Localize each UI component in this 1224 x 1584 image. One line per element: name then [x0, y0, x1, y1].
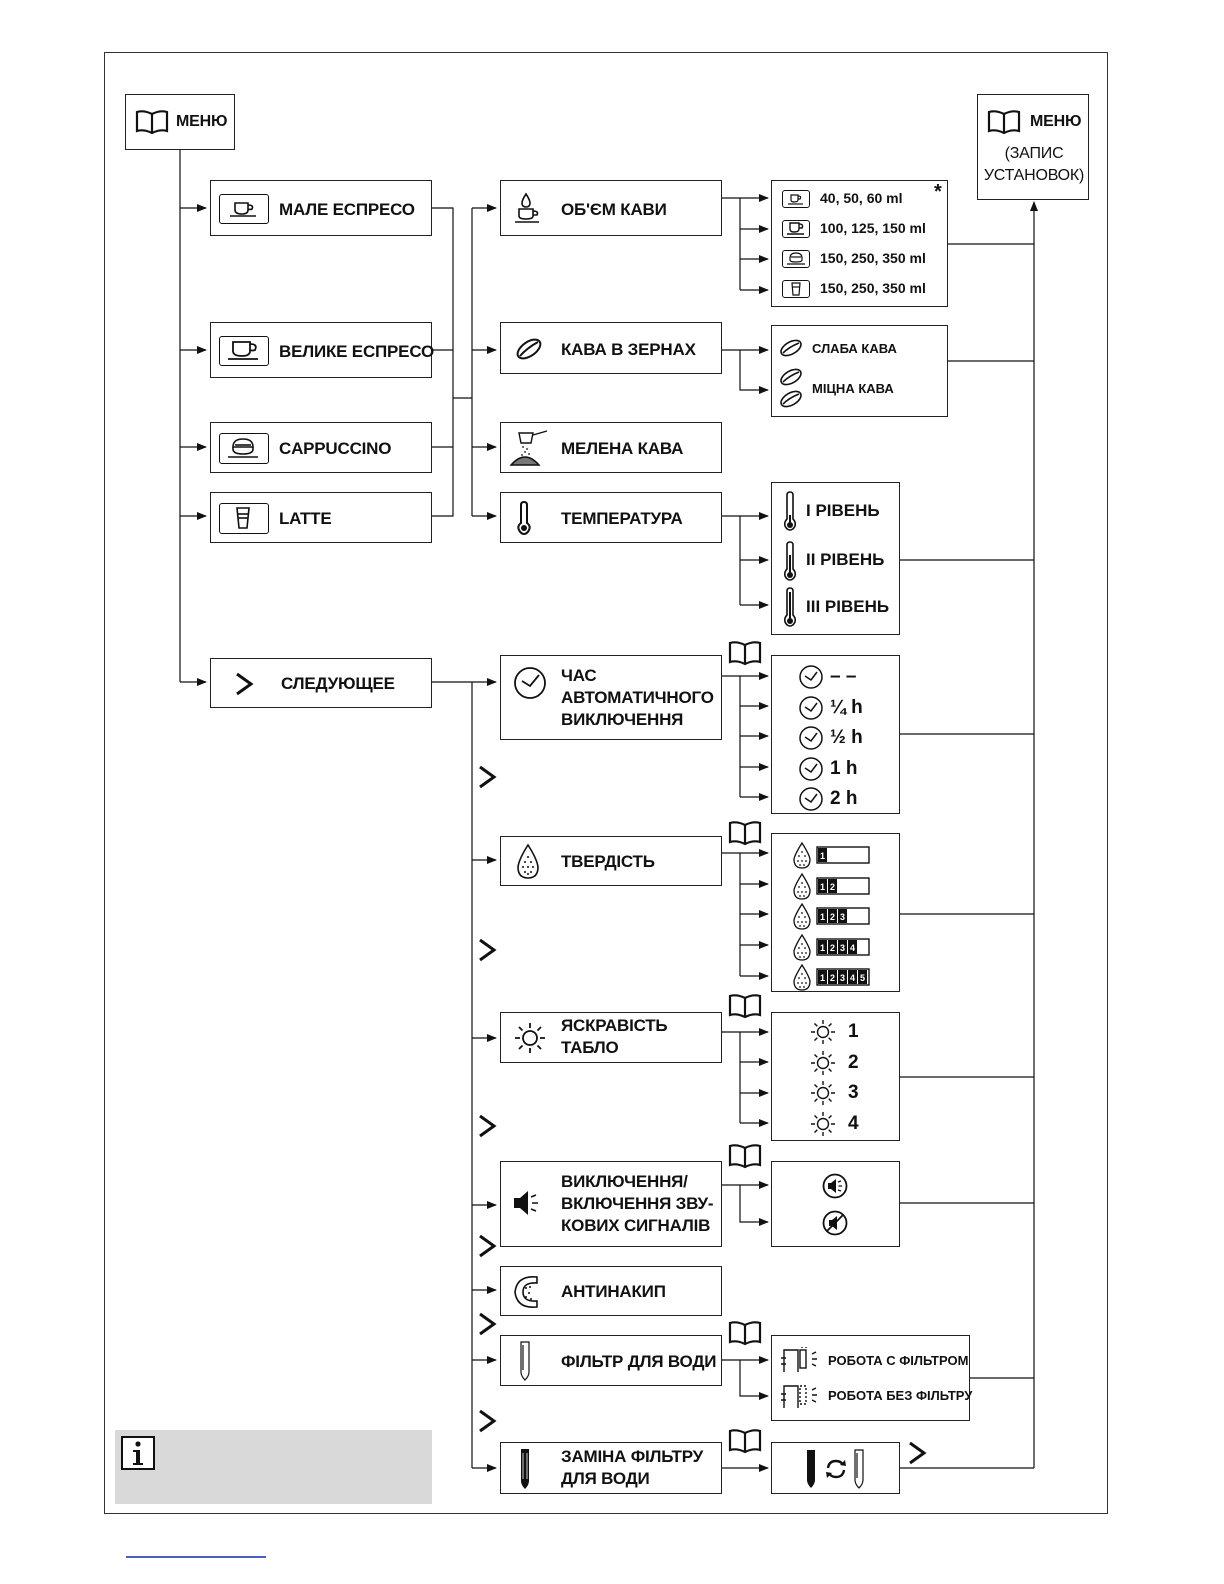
svg-text:4: 4	[849, 973, 856, 983]
bean-option-mild[interactable]: СЛАБА КАВА	[812, 341, 897, 356]
water-drop-dotted-icon	[792, 934, 812, 962]
drink-latte-label: LATTE	[279, 509, 332, 528]
auto-off-line-3: ВИКЛЮЧЕННЯ	[561, 710, 684, 729]
svg-text:1: 1	[819, 912, 826, 922]
latte-glass-icon	[782, 280, 810, 298]
latte-glass-icon	[219, 503, 269, 534]
drink-small-espresso-label: МАЛЕ ЕСПРЕСО	[279, 200, 415, 219]
setting-temperature[interactable]	[500, 492, 722, 543]
water-filter-icon	[517, 1340, 533, 1382]
book-icon	[986, 109, 1022, 135]
menu-start-label: МЕНЮ	[176, 113, 228, 130]
svg-text:2: 2	[829, 912, 836, 922]
setting-coffee-volume-label: ОБ'ЄМ КАВИ	[561, 200, 667, 219]
svg-text:5: 5	[859, 973, 866, 983]
setting-water-filter-label: ФІЛЬТР ДЛЯ ВОДИ	[561, 1352, 717, 1371]
small-cup-icon	[782, 190, 810, 208]
water-drop-dotted-icon	[792, 964, 812, 992]
book-icon	[727, 820, 763, 846]
auto-off-option-2[interactable]: ¼ h	[830, 696, 863, 718]
book-icon	[727, 640, 763, 666]
sound-on-icon[interactable]	[822, 1173, 848, 1199]
setting-filter-change[interactable]	[500, 1442, 722, 1494]
drink-large-espresso-label: ВЕЛИКЕ ЕСПРЕСО	[279, 342, 434, 361]
filter-change-line-1: ЗАМІНА ФІЛЬТРУ	[561, 1447, 704, 1466]
auto-off-options-box	[771, 655, 900, 814]
svg-text:2: 2	[829, 881, 836, 892]
clock-icon	[798, 725, 824, 751]
machine-without-filter-icon	[780, 1382, 826, 1410]
drink-small-espresso[interactable]	[210, 180, 432, 236]
auto-off-option-4[interactable]: 1 h	[830, 757, 858, 779]
small-cup-icon	[219, 194, 269, 224]
drink-cappuccino-label: CAPPUCCINO	[279, 439, 392, 458]
chevron-right-icon	[476, 1311, 498, 1337]
large-cup-icon	[219, 336, 269, 366]
coffee-bean-icon	[778, 338, 804, 358]
clock-icon	[798, 664, 824, 690]
svg-text:1: 1	[819, 881, 826, 892]
speaker-icon	[511, 1188, 541, 1218]
bean-options-box	[771, 325, 948, 417]
setting-water-hardness-label: ТВЕРДІСТЬ	[561, 852, 655, 871]
menu-start-box[interactable]	[125, 94, 235, 150]
svg-text:1: 1	[819, 973, 826, 983]
drink-cappuccino[interactable]	[210, 422, 432, 473]
volume-option-2[interactable]: 100, 125, 150 ml	[820, 220, 926, 236]
water-drop-dotted-icon	[792, 903, 812, 931]
water-drop-dotted-icon	[792, 873, 812, 901]
volume-options-box	[771, 180, 948, 307]
auto-off-option-5[interactable]: 2 h	[830, 788, 858, 809]
large-cup-icon	[782, 220, 810, 238]
temperature-option-1[interactable]: I РІВЕНЬ	[806, 501, 880, 520]
brightness-options-box	[771, 1012, 900, 1141]
svg-text:3: 3	[839, 973, 846, 983]
sound-options-box	[771, 1161, 900, 1247]
setting-ground-coffee-label: МЕЛЕНА КАВА	[561, 439, 684, 458]
thermometer-low-icon	[782, 491, 798, 531]
setting-display-brightness[interactable]	[500, 1012, 722, 1063]
drink-latte[interactable]	[210, 492, 432, 543]
sound-line-3: КОВИХ СИГНАЛІВ	[561, 1216, 711, 1235]
setting-ground-coffee[interactable]	[500, 422, 722, 473]
machine-with-filter-icon	[780, 1346, 826, 1374]
thermometer-high-icon	[782, 587, 798, 627]
sun-icon	[513, 1021, 547, 1055]
hardness-level-bar[interactable]	[816, 846, 870, 864]
chevron-right-icon	[476, 764, 498, 790]
volume-option-1[interactable]: 40, 50, 60 ml	[820, 190, 903, 206]
volume-option-4[interactable]: 150, 250, 350 ml	[820, 280, 926, 296]
setting-temperature-label: ТЕМПЕРАТУРА	[561, 509, 683, 528]
svg-text:1: 1	[819, 942, 826, 953]
clock-icon	[798, 786, 824, 812]
menu-save-note-2: УСТАНОВОК)	[983, 167, 1085, 184]
hardness-options-box	[771, 833, 900, 992]
filter-cartridge-icon	[517, 1447, 533, 1491]
hardness-level-bar[interactable]	[816, 968, 870, 986]
hardness-level-bar[interactable]	[816, 907, 870, 925]
filter-option-with[interactable]: РОБОТА С ФІЛЬТРОМ	[828, 1353, 969, 1368]
brightness-option-4[interactable]: 4	[848, 1112, 859, 1134]
replace-arrows-icon	[824, 1457, 848, 1481]
auto-off-option-3[interactable]: ½ h	[830, 727, 863, 748]
book-icon	[727, 993, 763, 1019]
old-filter-icon	[804, 1448, 818, 1490]
info-panel	[115, 1430, 432, 1504]
sun-icon	[810, 1080, 836, 1106]
footer-link-underline	[126, 1556, 266, 1558]
book-icon	[727, 1428, 763, 1454]
water-drop-dotted-icon	[792, 842, 812, 870]
filter-change-line-2: ДЛЯ ВОДИ	[561, 1469, 650, 1488]
filter-option-without[interactable]: РОБОТА БЕЗ ФІЛЬТРУ	[828, 1388, 973, 1403]
next-box[interactable]	[210, 658, 432, 708]
brightness-option-1[interactable]: 1	[848, 1021, 859, 1042]
cappuccino-cup-icon	[219, 433, 269, 464]
coffee-bean-icon	[513, 336, 545, 362]
auto-off-option-1[interactable]: – –	[830, 666, 857, 687]
clock-icon	[798, 756, 824, 782]
setting-water-hardness[interactable]	[500, 836, 722, 886]
filter-change-option-box[interactable]	[771, 1442, 900, 1494]
svg-text:1: 1	[819, 851, 826, 861]
filter-options-box	[771, 1335, 973, 1421]
volume-option-3[interactable]: 150, 250, 350 ml	[820, 250, 926, 266]
setting-coffee-beans[interactable]	[500, 322, 722, 374]
setting-auto-off[interactable]	[500, 655, 722, 740]
sound-line-1: ВИКЛЮЧЕННЯ/	[561, 1172, 688, 1191]
bean-option-strong[interactable]: МІЦНА КАВА	[812, 381, 894, 396]
menu-save-note-1: (ЗАПИС	[1004, 145, 1064, 162]
sun-icon	[810, 1050, 836, 1076]
chevron-right-icon	[906, 1440, 928, 1466]
hardness-level-bar[interactable]	[816, 938, 870, 956]
chevron-right-icon	[233, 671, 255, 697]
volume-default-marker: *	[934, 181, 942, 203]
chevron-right-icon	[476, 1408, 498, 1434]
temperature-option-2[interactable]: II РІВЕНЬ	[806, 550, 885, 569]
sound-off-icon[interactable]	[822, 1210, 848, 1236]
setting-coffee-volume[interactable]	[500, 180, 722, 236]
brightness-option-3[interactable]: 3	[848, 1082, 859, 1103]
auto-off-line-1: ЧАС	[561, 666, 597, 685]
water-drop-dotted-icon	[515, 843, 541, 881]
drink-large-espresso[interactable]	[210, 322, 432, 378]
setting-coffee-beans-label: КАВА В ЗЕРНАХ	[561, 340, 696, 359]
next-label: СЛЕДУЮЩЕЕ	[281, 674, 395, 693]
brightness-option-2[interactable]: 2	[848, 1051, 859, 1073]
chevron-right-icon	[476, 1233, 498, 1259]
setting-water-filter[interactable]	[500, 1335, 722, 1386]
setting-descale-label: АНТИНАКИП	[561, 1282, 666, 1301]
svg-text:4: 4	[849, 942, 856, 953]
brightness-line-1: ЯСКРАВІСТЬ	[561, 1016, 668, 1035]
setting-sound[interactable]	[500, 1161, 722, 1247]
cappuccino-cup-icon	[782, 250, 810, 268]
svg-text:2: 2	[829, 973, 836, 983]
menu-save-label: МЕНЮ	[1030, 113, 1082, 130]
chevron-right-icon	[476, 1113, 498, 1139]
book-icon	[727, 1143, 763, 1169]
sun-icon	[810, 1019, 836, 1045]
cup-volume-icon	[513, 191, 547, 227]
sun-icon	[810, 1111, 836, 1137]
descale-icon	[511, 1273, 541, 1311]
info-icon	[121, 1436, 155, 1470]
clock-icon	[513, 666, 547, 700]
svg-text:3: 3	[839, 942, 846, 953]
hardness-level-bar[interactable]	[816, 877, 870, 895]
ground-coffee-scoop-icon	[507, 427, 551, 469]
new-filter-icon	[852, 1448, 866, 1490]
brightness-line-2: ТАБЛО	[561, 1038, 619, 1057]
sound-line-2: ВКЛЮЧЕННЯ ЗВУ-	[561, 1194, 714, 1213]
temperature-option-3[interactable]: III РІВЕНЬ	[806, 597, 890, 616]
svg-text:3: 3	[839, 912, 846, 922]
clock-icon	[798, 695, 824, 721]
setting-descale[interactable]	[500, 1266, 722, 1316]
double-bean-icon	[778, 366, 806, 412]
auto-off-line-2: АВТОМАТИЧНОГО	[561, 688, 714, 707]
thermometer-icon	[515, 501, 533, 535]
book-icon	[727, 1320, 763, 1346]
svg-text:2: 2	[829, 942, 836, 953]
book-icon	[134, 109, 170, 135]
temperature-options-box	[771, 482, 900, 635]
menu-save-box[interactable]	[977, 94, 1089, 200]
chevron-right-icon	[476, 937, 498, 963]
thermometer-mid-icon	[782, 541, 798, 581]
